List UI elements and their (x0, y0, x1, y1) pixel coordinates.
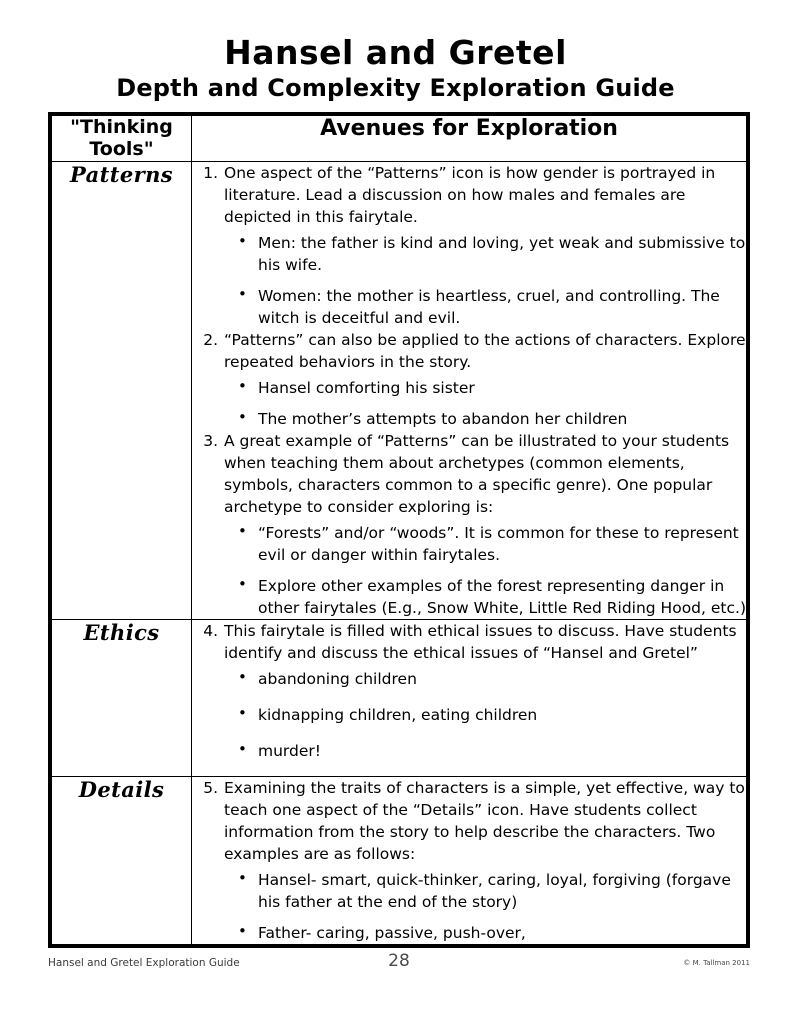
thinking-tool-label: Ethics (83, 619, 160, 645)
table-row (52, 161, 747, 619)
item-body (224, 777, 746, 865)
footer-copyright: © M. Tallman 2011 (683, 959, 750, 967)
thinking-tool-cell (52, 619, 192, 776)
item-body (224, 162, 746, 228)
item-number: 4. (203, 621, 218, 640)
bullet-list (192, 232, 746, 329)
numbered-item (192, 430, 746, 518)
column-header-avenues: Avenues for Exploration (192, 116, 747, 162)
bullet-item: • kidnapping children, eating children (238, 704, 746, 726)
bullet-item: • Hansel comforting his sister (238, 377, 746, 399)
bullet-item: • Men: the father is kind and loving, yet weak and submissive to his wife. (238, 232, 746, 276)
item-text: Examining the traits of characters is a simple, yet effective, way to teach one aspect of the “Details” icon. Have students collect information from the story to help describe the characters. Two examples are as follows: (224, 778, 745, 863)
thinking-tool-label: Patterns (70, 161, 173, 187)
bullet-item: • Hansel- smart, quick-thinker, caring, loyal, forgiving (forgave his father at the end of the story) (238, 869, 746, 913)
numbered-item (192, 620, 746, 664)
item-number: 3. (203, 431, 218, 450)
bullet-item: • murder! (238, 740, 746, 762)
table-row (52, 619, 747, 776)
item-number: 5. (203, 778, 218, 797)
item-body (224, 430, 746, 518)
thinking-tool-cell (52, 161, 192, 619)
page-footer (48, 951, 750, 979)
item-text: A great example of “Patterns” can be illustrated to your students when teaching them about archetypes (common elements, symbols, characters common to a specific genre). One popular archetype to consider exploring is: (224, 431, 730, 516)
avenues-cell (192, 776, 747, 944)
avenues-cell (192, 619, 747, 776)
item-number: 2. (203, 330, 218, 349)
bullet-list (192, 522, 746, 619)
bullet-item: • abandoning children (238, 668, 746, 690)
table-body (52, 161, 747, 944)
thinking-tool-cell (52, 776, 192, 944)
bullet-item: • Women: the mother is heartless, cruel, and controlling. The witch is deceitful and evil. (238, 285, 746, 329)
thinking-tool-label: Details (78, 776, 165, 802)
bullet-item: • Explore other examples of the forest representing danger in other fairytales (E.g., Snow White, Little Red Riding Hood, etc.) (238, 575, 746, 619)
item-text: This fairytale is filled with ethical issues to discuss. Have students identify and discuss the ethical issues of “Hansel and Gretel” (224, 621, 737, 662)
bullet-list (192, 668, 746, 762)
item-text: One aspect of the “Patterns” icon is how gender is portrayed in literature. Lead a discussion on how males and females are depicted in this fairytale. (224, 163, 716, 226)
table-header-row (52, 116, 747, 162)
column-header-thinking-tools: "Thinking Tools" (52, 116, 192, 162)
footer-page-number: 28 (388, 951, 410, 971)
bullet-item: • The mother’s attempts to abandon her children (238, 408, 746, 430)
numbered-item (192, 162, 746, 228)
item-body (224, 329, 746, 373)
item-number: 1. (203, 163, 218, 182)
exploration-guide-table (48, 112, 750, 948)
page-title: Hansel and Gretel (224, 33, 567, 72)
table-row (52, 776, 747, 944)
title-block (0, 0, 791, 102)
numbered-item (192, 329, 746, 373)
page-subtitle: Depth and Complexity Exploration Guide (116, 73, 675, 102)
item-text: “Patterns” can also be applied to the actions of characters. Explore repeated behaviors in the story. (224, 330, 746, 371)
avenues-cell (192, 161, 747, 619)
bullet-item: • Father- caring, passive, push-over, (238, 922, 746, 944)
numbered-item (192, 777, 746, 865)
item-body (224, 620, 746, 664)
bullet-list (192, 869, 746, 944)
bullet-item: • “Forests” and/or “woods”. It is common for these to represent evil or danger within fairytales. (238, 522, 746, 566)
footer-guide-name: Hansel and Gretel Exploration Guide (48, 957, 240, 969)
bullet-list (192, 377, 746, 430)
